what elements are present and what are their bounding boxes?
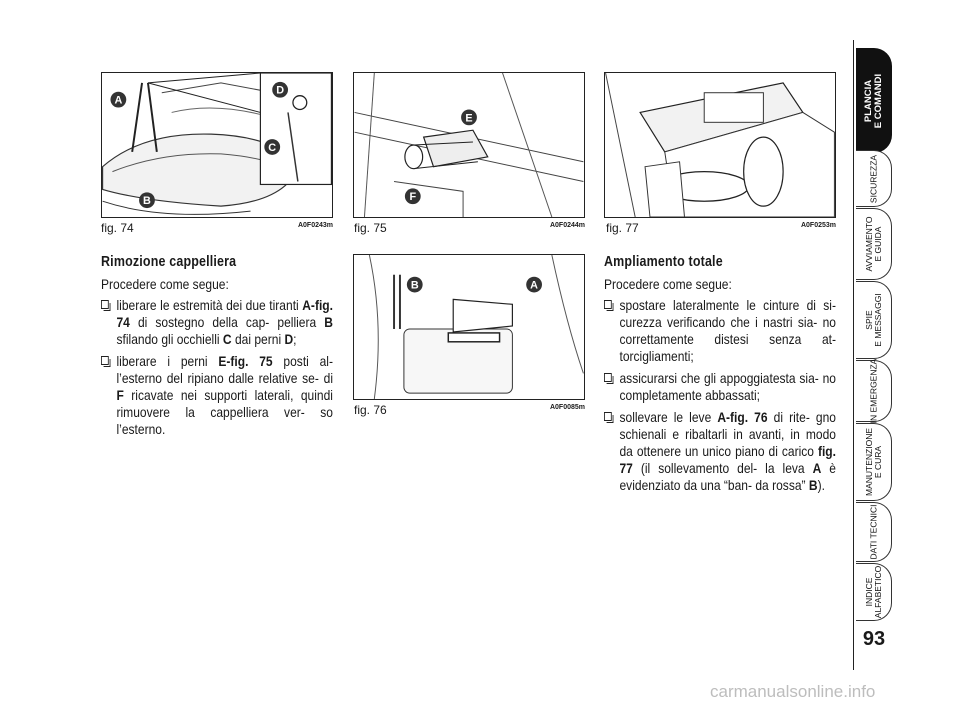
figure-76-code: A0F0085m (549, 404, 585, 411)
svg-text:A: A (114, 94, 123, 107)
figure-75-code: A0F0244m (549, 222, 585, 229)
svg-text:B: B (143, 195, 151, 208)
tab-in-emergenza[interactable] (856, 360, 892, 422)
text: assicurarsi che gli appoggiatesta sia- no completamente abbassati; (619, 370, 836, 403)
tab-avviamento-e-guida[interactable] (856, 208, 892, 280)
figure-75-labels (354, 73, 584, 217)
reference: B (808, 477, 818, 493)
label-e (461, 109, 477, 125)
figure-76-caption: fig. 76 (354, 403, 387, 417)
intro-text: Procedere come segue: (604, 276, 732, 292)
tab-label: AVVIAMENTO E GUIDA (863, 216, 883, 272)
label-a (526, 277, 542, 293)
tab-indice-alfabetico[interactable] (856, 563, 892, 621)
section-heading: Ampliamento totale (604, 254, 723, 270)
figure-75-caption: fig. 75 (354, 221, 387, 235)
list-item (604, 370, 836, 404)
sidebar-divider (853, 40, 854, 670)
figure-76 (353, 254, 585, 400)
checkbox-bullet-icon (604, 300, 612, 309)
tab-label: SICUREZZA (868, 154, 878, 203)
svg-text:D: D (276, 84, 285, 97)
figure-76-labels (354, 255, 584, 399)
text: di rite- gno schienali e ribaltarli in avanti, in modo da ottenere un unico piano di carico (619, 409, 836, 459)
list-item (604, 297, 836, 365)
label-b (139, 192, 155, 208)
figure-77 (604, 72, 836, 218)
svg-text:C: C (268, 141, 277, 154)
tab-label: MANUTENZIONE E CURA (863, 428, 883, 496)
checkbox-bullet-icon (604, 412, 612, 421)
text: dai perni (231, 331, 285, 347)
page-number: 93 (862, 628, 886, 650)
svg-text:F: F (409, 191, 417, 204)
tab-spie-e-messaggi[interactable] (856, 281, 892, 359)
instruction-list (101, 297, 333, 438)
tab-label: SPIE E MESSAGGI (863, 293, 883, 347)
tab-label: INDICE ALFABETICO (863, 565, 883, 619)
reference: A (812, 460, 822, 476)
text: ; (293, 331, 297, 347)
text: è evidenziato da una “ban- da rossa” (619, 460, 836, 493)
tab-label: DATI TECNICI (868, 504, 878, 560)
instruction-list (604, 297, 836, 494)
section-heading: Rimozione cappelliera (101, 254, 237, 270)
reference: B (324, 314, 333, 330)
text: liberare le estremità dei due tiranti (116, 297, 303, 313)
tab-label: PLANCIA E COMANDI (862, 73, 884, 128)
label-b (407, 277, 423, 293)
checkbox-bullet-icon (604, 373, 612, 382)
tab-dati-tecnici[interactable] (856, 502, 892, 562)
list-item (101, 297, 333, 348)
text: spostare lateralmente le cinture di si- curezza verificando che i nastri sia- no correttamente distesi senza at- torcigliamenti; (619, 297, 836, 364)
text: (il sollevamento del- la leva (632, 460, 813, 476)
reference: A-fig. 76 (717, 409, 768, 425)
list-item (604, 409, 836, 494)
checkbox-bullet-icon (101, 356, 109, 365)
figure-74-caption: fig. 74 (101, 221, 134, 235)
text: liberare i perni (116, 353, 219, 369)
reference: fig. 77 (619, 443, 836, 476)
label-d (272, 82, 288, 98)
right-column (604, 254, 836, 499)
figure-74 (101, 72, 333, 218)
tab-sicurezza[interactable] (856, 150, 892, 207)
label-c (264, 139, 280, 155)
svg-text:B: B (410, 279, 419, 292)
reference: E-fig. 75 (218, 353, 273, 369)
figure-77-caption: fig. 77 (606, 221, 639, 235)
checkbox-bullet-icon (101, 300, 109, 309)
figure-75 (353, 72, 585, 218)
text: sollevare le leve (619, 409, 718, 425)
text: ). (817, 477, 825, 493)
text: di sostegno della cap- pelliera (129, 314, 325, 330)
figure-77-code: A0F0253m (800, 222, 836, 229)
text: posti al- l’esterno del ripiano dalle relative se- di (116, 353, 333, 386)
text: sfilando gli occhielli (116, 331, 223, 347)
svg-text:E: E (465, 112, 473, 125)
label-a (110, 92, 126, 108)
list-item (101, 353, 333, 438)
tab-label: IN EMERGENZA (868, 358, 878, 424)
figure-77-illustration (605, 73, 835, 217)
label-f (405, 188, 421, 204)
text: ricavate nei supporti laterali, quindi rimuovere la cappelliera ver- so l’esterno. (116, 387, 333, 437)
tab-manutenzione-e-cura[interactable] (856, 423, 892, 501)
reference: A-fig. 74 (116, 297, 333, 330)
reference: D (284, 331, 294, 347)
tab-plancia-e-comandi[interactable] (856, 48, 892, 153)
left-column (101, 254, 333, 443)
figure-74-labels (102, 73, 332, 217)
watermark: carmanualsonline.info (710, 682, 876, 701)
intro-text: Procedere come segue: (101, 276, 229, 292)
reference: C (222, 331, 232, 347)
figure-74-code: A0F0243m (297, 222, 333, 229)
svg-text:A: A (530, 279, 539, 292)
reference: F (116, 387, 124, 403)
